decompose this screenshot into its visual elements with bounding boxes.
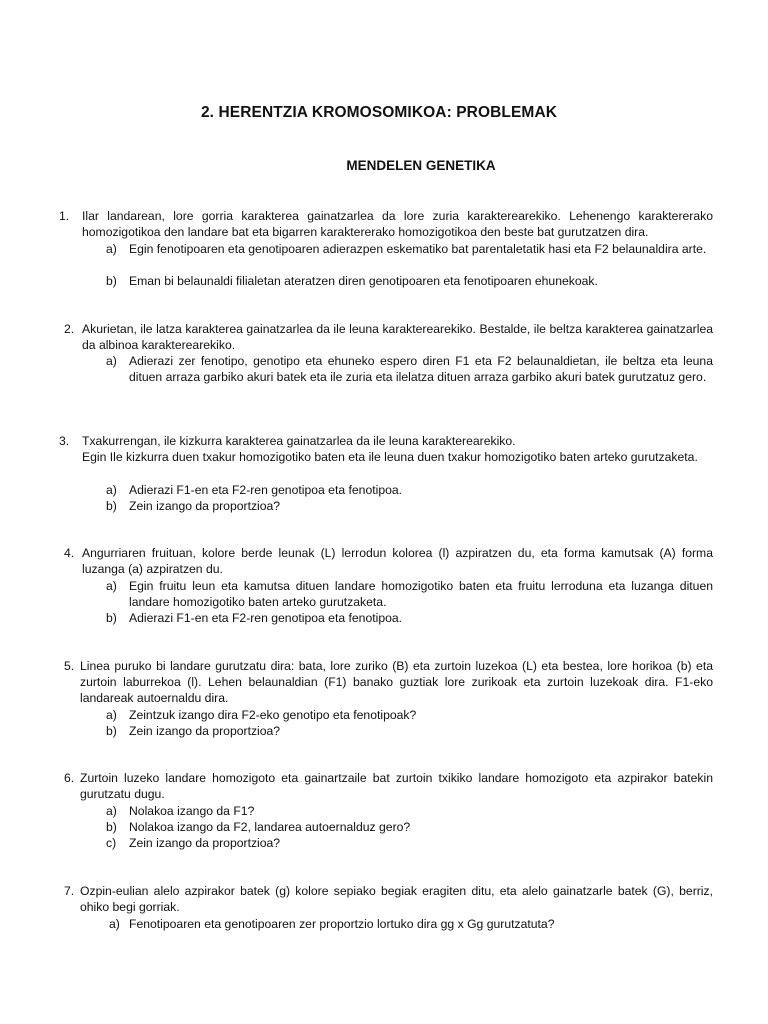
item-text: Fenotipoaren eta genotipoaren zer proportzio lortuko dira gg x Gg gurutzatuta? [129,917,555,931]
problem-statement [80,884,713,916]
item-letter: a) [106,579,117,593]
item-letter: c) [106,836,117,850]
item-text: Adierazi zer fenotipo, genotipo eta ehuneko espero diren F1 eta F2 belaunaldietan, ile beltza eta leuna dituen arraza garbiko akuri batek eta ile zuria eta ilelatza dituen arraza garbiko akuri batek gurutzatuz gero. [129,354,713,384]
item-text: Eman bi belaunaldi filialetan ateratzen diren genotipoaren eta fenotipoaren ehunekoak. [129,274,598,288]
item-text: Zein izango da proportzioa? [129,836,281,850]
item-text: Egin fenotipoaren eta genotipoaren adierazpen eskematiko bat parentaletatik hasi eta F2 belaunaldira arte. [129,242,707,256]
problem-number: 5. [64,659,75,673]
item-letter: a) [106,483,117,497]
problem-paragraph: Ozpin-eulian alelo azpirakor batek (g) kolore sepiako begiak eragiten ditu, eta alelo gainatzarle batek (G), berriz, ohiko begi gorriak. [80,884,713,914]
problem-paragraph: Egin Ile kizkurra duen txakur homozigotiko baten eta ile leuna duen txakur homozigotiko baten arteko gurutzaketa. [82,449,698,464]
item-text: Zeintzuk izango dira F2-eko genotipo eta fenotipoak? [129,708,417,722]
problem-number: 2. [64,322,75,336]
problem-paragraph: Zurtoin luzeko landare homozigoto eta gainartzaile bat zurtoin txikiko landare homozigoto eta azpirakor batekin gurutzatu dugu. [80,771,713,801]
problem-number: 6. [64,771,75,785]
item-letter: b) [106,820,117,834]
item-text: Nolakoa izango da F1? [129,804,255,818]
problem-statement [82,322,713,354]
problem-paragraph: Linea puruko bi landare gurutzatu dira: bata, lore zuriko (B) eta zurtoin luzekoa (L) eta bestea, lore horikoa (b) eta zurtoin laburrekoa (l). Lehen belaunaldian (F1) banako guztiak lore zurikoak eta zurtoin luzekoak dira. F1-eko landareak autoernaldu dira. [80,659,713,705]
item-letter: b) [106,611,117,625]
item-text: Zein izango da proportzioa? [129,724,281,738]
problem-statement [82,546,713,578]
problem-statement [80,659,713,706]
problem-statement [80,771,713,803]
item-letter: b) [106,724,117,738]
problem-number: 4. [64,546,75,560]
section-subtitle: MENDELEN GENETIKA [346,158,496,173]
item-letter: a) [109,917,120,931]
problem-paragraph: Akurietan, ile latza karakterea gainatzarlea da ile leuna karakterearekiko. Bestalde, ile beltza karakterea gainatzarlea da albinoa karakterearekiko. [82,322,713,352]
item-letter: a) [106,242,117,256]
item-text: Zein izango da proportzioa? [129,499,281,513]
problem-paragraph: Angurriaren fruituan, kolore berde leunak (L) lerrodun kolorea (l) azpiratzen du, eta forma kamutsak (A) forma luzanga (a) azpiratzen du. [82,546,713,576]
item-text: Adierazi F1-en eta F2-ren genotipoa eta fenotipoa. [129,483,403,497]
problem-statement [82,209,713,241]
problem-paragraph: Ilar landarean, lore gorria karakterea gainatzarlea da lore zuria karakterearekiko. Lehenengo karaktererako homozigotikoa den landare bat eta bigarren karaktererako homozigotikoa den beste bat gurutzatzen dira. [82,209,713,239]
document-title: 2. HERENTZIA KROMOSOMIKOA: PROBLEMAK [200,104,558,121]
item-letter: a) [106,804,117,818]
problem-number: 7. [64,884,75,898]
item-text: Nolakoa izango da F2, landarea autoernalduz gero? [129,820,411,834]
item-letter: b) [106,274,117,288]
problem-number: 1. [59,209,70,223]
problem-statement [82,434,713,466]
problem-paragraph: Txakurrengan, ile kizkurra karakterea gainatzarlea da ile leuna karakterearekiko. [82,434,516,448]
item-letter: a) [106,708,117,722]
problem-number: 3. [59,434,70,448]
item-text: Adierazi F1-en eta F2-ren genotipoa eta fenotipoa. [129,611,403,625]
item-letter: a) [106,354,117,368]
item-letter: b) [106,499,117,513]
item-text: Egin fruitu leun eta kamutsa dituen landare homozigotiko baten eta fruitu lerroduna eta luzanga dituen landare homozigotiko baten arteko gurutzaketa. [129,579,713,609]
